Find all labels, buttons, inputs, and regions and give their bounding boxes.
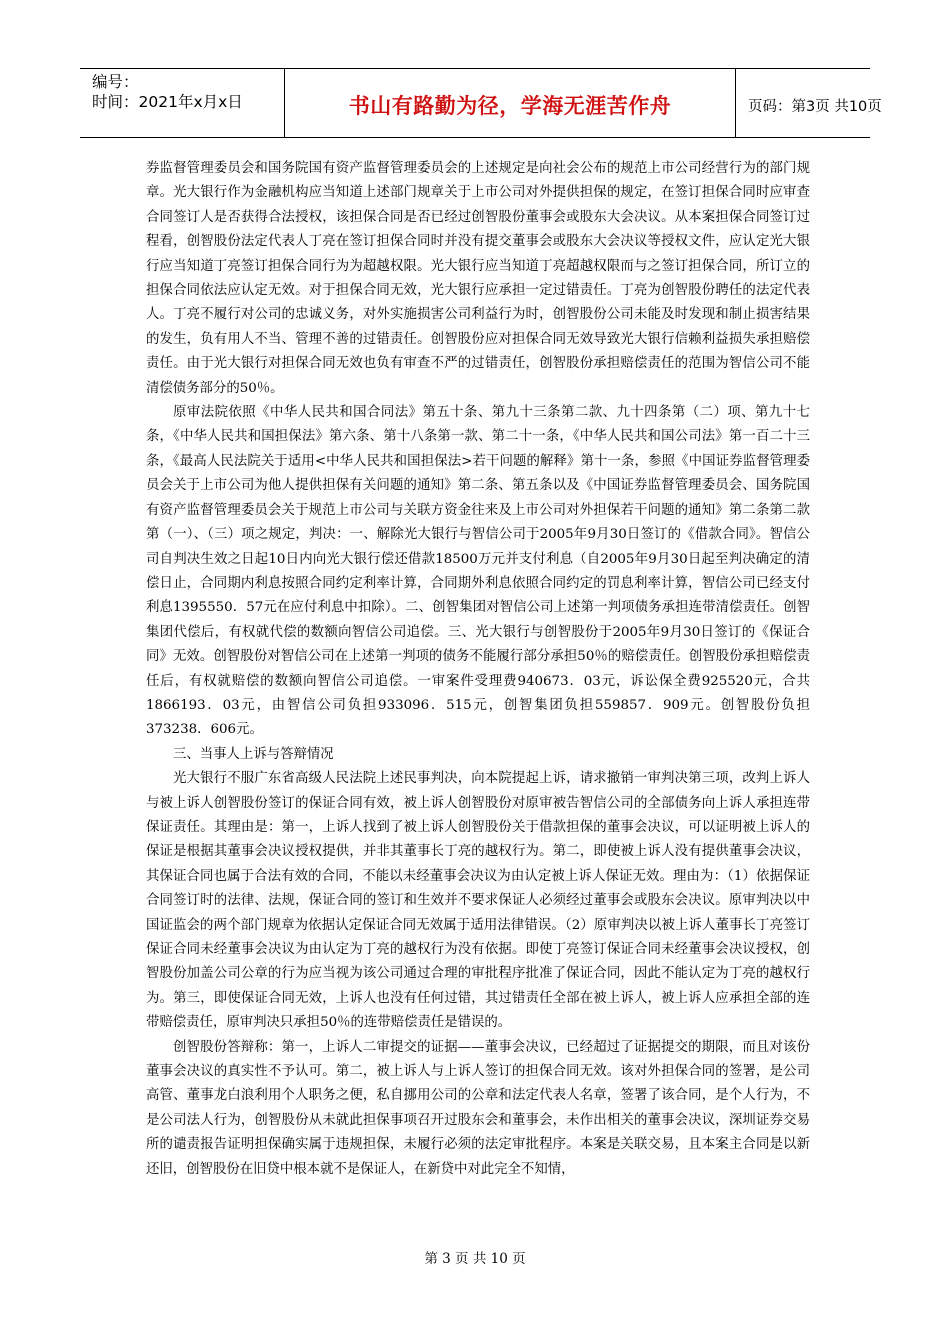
header-motto: 书山有路勤为径，学海无涯苦作舟 (284, 69, 736, 137)
header-page-number: 页码：第3页 共10页 (748, 98, 882, 115)
page-footer: 第 3 页 共 10 页 (424, 1251, 526, 1267)
page-header (80, 68, 882, 138)
section-heading: 三、当事人上诉与答辩情况 (173, 746, 334, 762)
document-number-label: 编号： (92, 73, 139, 91)
document-body (146, 157, 810, 1182)
paragraph: 原审法院依照《中华人民共和国合同法》第五十条、第九十三条第二款、九十四条第（二）项、第九十七条，《中华人民共和国担保法》第六条、第十八条第一款、第二十一条，《中华人民共和国公司法》第一百二十三条，《最高人民法院关于适用<中华人民共和国担保法>若干问题的解释》第十一条，参照《中国证券监督管理委员会关于上市公司为他人提供担保有关问题的通知》第二条、第五条以及《中国证券监督管理委员会、国务院国有资产监督管理委员会关于规范上市公司与关联方资金往来及上市公司对外担保若干问题的通知》第二条第二款第（一）、（三）项之规定，判决：一、解除光大银行与智信公司于2005年9月30日签订的《借款合同》。智信公司自判决生效之日起10日内向光大银行偿还借款18500万元并支付利息（自2005年9月30日起至判决确定的清偿日止，合同期内利息按照合同约定利率计算，合同期外利息依照合同约定的罚息利率计算，智信公司已经支付利息1395550．57元在应付利息中扣除）。二、创智集团对智信公司上述第一判项债务承担连带清偿责任。创智集团代偿后，有权就代偿的数额向智信公司追偿。三、光大银行与创智股份于2005年9月30日签订的《保证合同》无效。创智股份对智信公司在上述第一判项的债务不能履行部分承担50％的赔偿责任。创智股份承担赔偿责任后，有权就赔偿的数额向智信公司追偿。一审案件受理费940673．03元，诉讼保全费925520元，合共1866193．03元，由智信公司负担933096．515元，创智集团负担559857．909元。创智股份负担373238．606元。 (146, 405, 810, 738)
document-date-label: 时间：2021年x月x日 (92, 93, 243, 111)
paragraph: 创智股份答辩称：第一，上诉人二审提交的证据——董事会决议，已经超过了证据提交的期限，而且对该份董事会决议的真实性不予认可。第二，被上诉人与上诉人签订的担保合同无效。该对外担保合同的签署，是公司高管、董事龙白浪利用个人职务之便，私自挪用公司的公章和法定代表人名章，签署了该合同，是个人行为，不是公司法人行为，创智股份从未就此担保事项召开过股东会和董事会，未作出相关的董事会决议，深圳证券交易所的谴责报告证明担保确实属于违规担保，未履行必须的法定审批程序。本案是关联交易，且本案主合同是以新还旧，创智股份在旧贷中根本就不是保证人，在新贷中对此完全不知情， (146, 1039, 810, 1177)
paragraph: 券监督管理委员会和国务院国有资产监督管理委员会的上述规定是向社会公布的规范上市公司经营行为的部门规章。光大银行作为金融机构应当知道上述部门规章关于上市公司对外提供担保的规定，在签订担保合同时应审查合同签订人是否获得合法授权，该担保合同是否已经过创智股份董事会或股东大会决议。从本案担保合同签订过程看，创智股份法定代表人丁亮在签订担保合同时并没有提交董事会或股东大会决议等授权文件，应认定光大银行应当知道丁亮签订担保合同行为为超越权限。光大银行应当知道丁亮超越权限而与之签订担保合同，所订立的担保合同依法应认定无效。对于担保合同无效，光大银行应承担一定过错责任。丁亮为创智股份聘任的法定代表人。丁亮不履行对公司的忠诚义务，对外实施损害公司利益行为时，创智股份公司未能及时发现和制止损害结果的发生，负有用人不当、管理不善的过错责任。创智股份应对担保合同无效导致光大银行信赖利益损失承担赔偿责任。由于光大银行对担保合同无效也负有审查不严的过错责任，创智股份承担赔偿责任的范围为智信公司不能清偿债务部分的50％。 (146, 161, 810, 396)
paragraph: 光大银行不服广东省高级人民法院上述民事判决，向本院提起上诉，请求撤销一审判决第三项，改判上诉人与被上诉人创智股份签订的保证合同有效，被上诉人创智股份对原审被告智信公司的全部债务向上诉人承担连带保证责任。其理由是：第一，上诉人找到了被上诉人创智股份关于借款担保的董事会决议，可以证明被上诉人的保证是根据其董事会决议授权提供，并非其董事长丁亮的越权行为。第二，即使被上诉人没有提供董事会决议，其保证合同也属于合法有效的合同，不能以未经董事会决议为由认定被上诉人保证无效。理由为：（1）依据保证合同签订时的法律、法规，保证合同的签订和生效并不要求保证人必须经过董事会或股东会决议。原审判决以中国证监会的两个部门规章为依据认定保证合同无效属于适用法律错误。（2）原审判决以被上诉人董事长丁亮签订保证合同未经董事会决议为由认定为丁亮的越权行为没有依据。即使丁亮签订保证合同未经董事会决议授权，创智股份加盖公司公章的行为应当视为该公司通过合理的审批程序批准了保证合同，因此不能认定为丁亮的越权行为。第三，即使保证合同无效，上诉人也没有任何过错，其过错责任全部在被上诉人，被上诉人应承担全部的连带赔偿责任，原审判决只承担50％的连带赔偿责任是错误的。 (146, 771, 810, 1031)
header-meta (80, 69, 284, 137)
